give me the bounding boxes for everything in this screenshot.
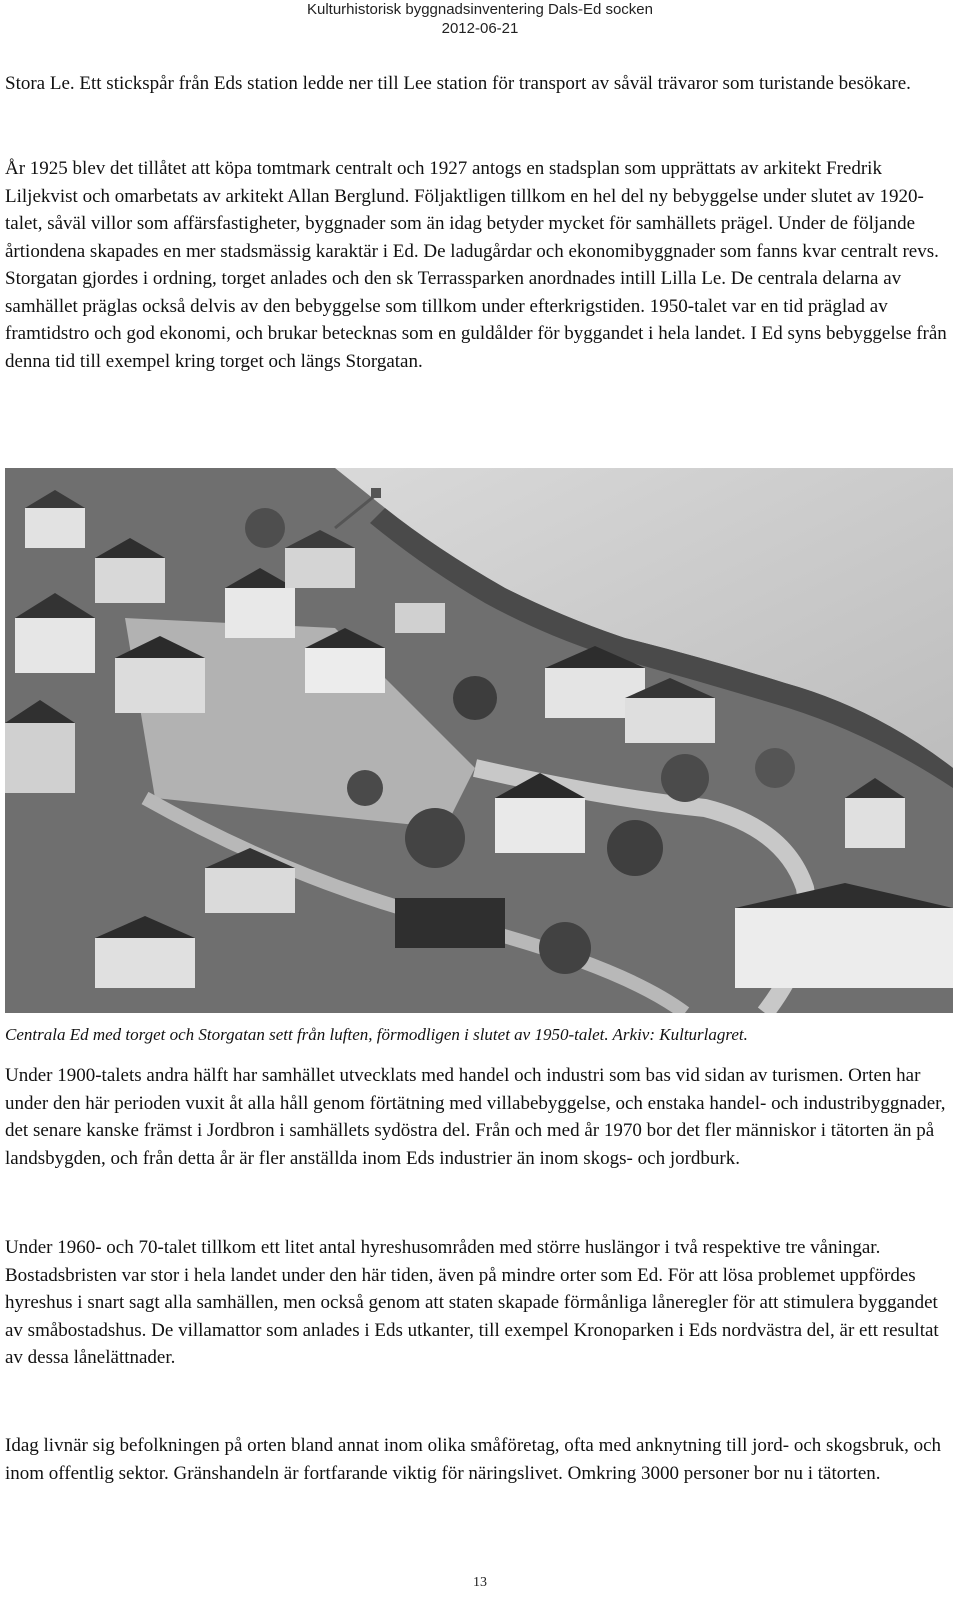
aerial-photo — [5, 468, 953, 1013]
page-number: 13 — [473, 1575, 487, 1590]
photo-caption: Centrala Ed med torget och Storgatan sett från luften, förmodligen i slutet av 1950-talet. Arkiv: Kulturlagret. — [5, 1025, 748, 1044]
header-title: Kulturhistorisk byggnadsinventering Dals-Ed socken — [306, 1, 653, 18]
paragraph-4: Under 1960- och 70-talet tillkom ett litet antal hyreshusområden med större huslängor i två respektive tre våningar. Bostadsbristen var stor i hela landet under den här tiden, även på mindre orter som Ed. För att lösa problemet uppfördes hyreshus i snart sagt alla samhällen, men också genom att staten skapade förmånliga låneregler för att stimulera byggandet av småbostadshus. De villamattor som anlades i Eds utkanter, till exempel Kronoparken i Eds nordvästra del, är ett resultat av dessa lånelättnader. — [5, 1237, 939, 1368]
paragraph-3: Under 1900-talets andra hälft har samhället utvecklats med handel och industri som bas vid sidan av turismen. Orten har under den här perioden vuxit åt alla håll genom förtätning med villabebyggelse, och enstaka handel- och industribyggnader, det senare kanske främst i Jordbron i samhällets sydöstra del. Från och med år 1970 bor det fler människor i tätorten än på landsbygden, och från detta år är fler anställda inom Eds industrier än inom skogs- och jordburk. — [5, 1065, 946, 1169]
paragraph-5: Idag livnär sig befolkningen på orten bland annat inom olika småföretag, ofta med anknytning till jord- och skogsbruk, och inom offentlig sektor. Gränshandeln är fortfarande viktig för näringslivet. Omkring 3000 personer bor nu i tätorten. — [5, 1435, 942, 1484]
paragraph-1: Stora Le. Ett stickspår från Eds station ledde ner till Lee station för transport av såväl trävaror som turistande besökare. — [5, 73, 911, 94]
paragraph-2: År 1925 blev det tillåtet att köpa tomtmark centralt och 1927 antogs en stadsplan som upprättats av arkitekt Fredrik Liljekvist och omarbetats av arkitekt Allan Berglund. Följaktligen tillkom en hel del ny bebyggelse under slutet av 1920-talet, såväl villor som affärsfastigheter, byggnader som än idag betyder mycket för samhällets prägel. Under de följande årtiondena skapades en mer stadsmässig karaktär i Ed. De ladugårdar och ekonomibyggnader som fanns kvar centralt revs. Storgatan gjordes i ordning, torget anlades och den sk Terrassparken anordnades intill Lilla Le. De centrala delarna av samhället präglas också delvis av den bebyggelse som tillkom under efterkrigstiden. 1950-talet var en tid präglad av framtidstro och god ekonomi, och brukar betecknas som en guldålder för byggandet i hela landet. I Ed syns bebyggelse från denna tid till exempel kring torget och längs Storgatan. — [5, 158, 947, 372]
header-date: 2012-06-21 — [441, 20, 519, 37]
